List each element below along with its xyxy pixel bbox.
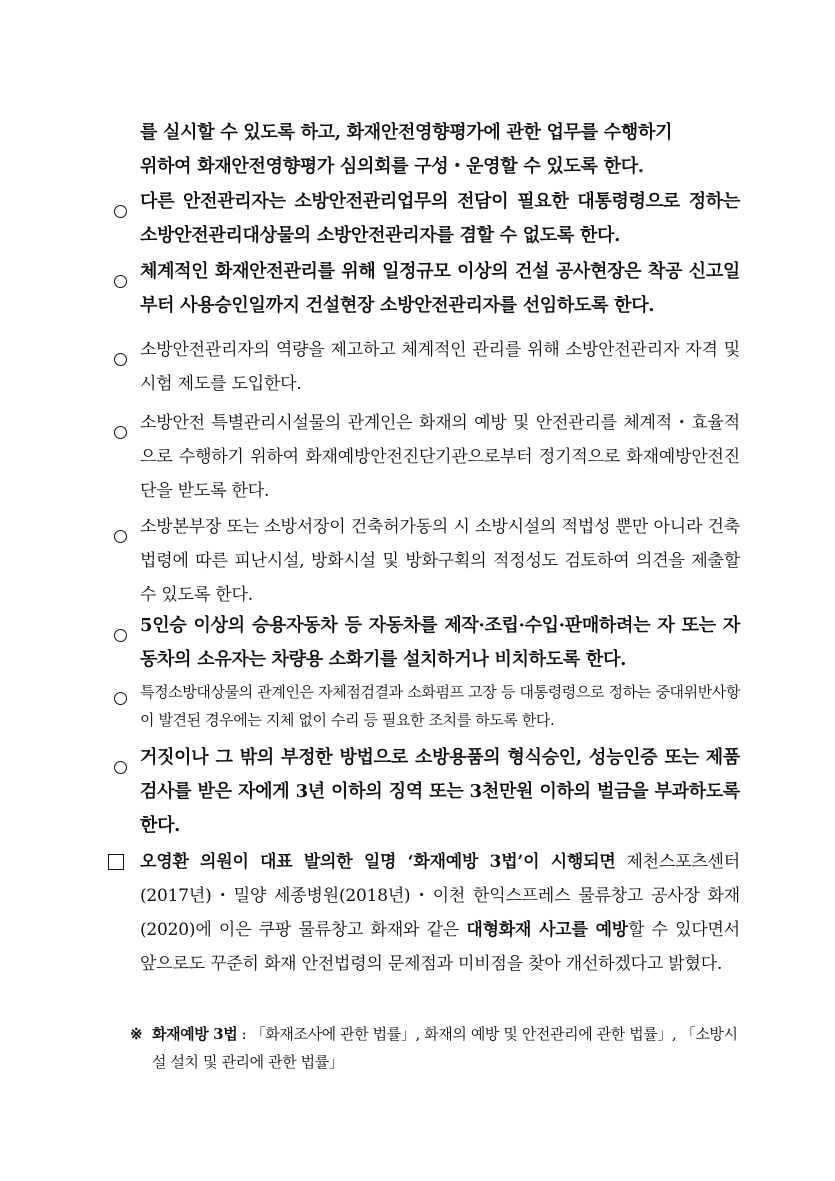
bullet-text: 소방안전관리자의 역량을 제고하고 체계적인 관리를 위해 소방안전관리자 자격 및 시험 제도를 도입한다. [140,340,740,394]
circle-bullet-icon [108,406,138,440]
bullet-item [108,510,740,612]
continuation-line-1: 를 실시할 수 있도록 하고, 화재안전영향평가에 관한 업무를 수행하기 [140,122,673,143]
summary-bold-lead: 오영환 의원이 대표 발의한 일명 ‘화재예방 3법’이 시행되면 [140,852,616,872]
continuation-text [108,116,740,184]
bullet-text: 거짓이나 그 밖의 부정한 방법으로 소방용품의 형식승인, 성능인증 또는 제품검사를 받은 자에게 3년 이하의 징역 또는 3천만원 이하의 벌금을 부과하도록 한다. [140,747,740,836]
bullet-text: 소방본부장 또는 소방서장이 건축허가동의 시 소방시설의 적법성 뿐만 아니라 건축법령에 따른 피난시설, 방화시설 및 방화구획의 적정성도 검토하여 의견을 제출할 수 있도록 한다. [140,517,740,605]
bullet-text: 체계적인 화재안전관리를 위해 일정규모 이상의 건설 공사현장은 착공 신고일부터 사용승인일까지 건설현장 소방안전관리자를 선임하도록 한다. [140,261,740,316]
bullet-text: 소방안전 특별관리시설물의 관계인은 화재의 예방 및 안전관리를 체계적・효율적으로 수행하기 위하여 화재예방안전진단기관으로부터 정기적으로 화재예방안전진단을 받도록 한다. [140,413,740,501]
footnote-text [152,1020,740,1076]
circle-bullet-icon [108,255,138,289]
bullet-item [108,255,740,323]
footnote-label: 화재예방 3법 [152,1025,238,1043]
summary-text-end: 할 수 있다면서 앞으로도 꾸준히 화재 안전법령의 문제점과 미비점을 찾아 개선하겠다고 밝혔다. [140,920,740,974]
summary-text-part: 제천스포츠센터(2017년)・밀양 세종병원(2018년)・이천 한익스프레스 물류창고 공사장 화재(2020)에 이은 쿠팡 물류창고 화재와 같은 [140,852,740,940]
circle-bullet-icon [108,510,138,544]
continuation-line-2: 위하여 화재안전영향평가 심의회를 구성・운영할 수 있도록 한다. [140,156,644,177]
circle-bullet-icon [108,609,138,643]
footnote-body: : 「화재조사에 관한 법률」, 화재의 예방 및 안전관리에 관한 법률」, 「소방시설 설치 및 관리에 관한 법률」 [152,1025,738,1071]
bullet-text: 다른 안전관리자는 소방안전관리업무의 전담이 필요한 대통령령으로 정하는 소방안전관리대상물의 소방안전관리자를 겸할 수 없도록 한다. [140,191,740,246]
circle-bullet-icon [108,741,138,775]
circle-bullet-icon [108,333,138,367]
bullet-item [108,185,740,253]
bullet-item [108,678,740,734]
footnote [130,1020,740,1076]
bullet-item [108,406,740,508]
circle-bullet-icon [108,185,138,219]
summary-bold-highlight: 대형화재 사고를 예방 [466,920,629,940]
bullet-item [108,333,740,401]
circle-bullet-icon [108,678,138,706]
bullet-text: 5인승 이상의 승용자동차 등 자동차를 제작·조립·수입·판매하려는 자 또는 자동차의 소유자는 차량용 소화기를 설치하거나 비치하도록 한다. [140,615,740,670]
summary-paragraph [108,845,740,981]
bullet-text: 특정소방대상물의 관계인은 자체점검결과 소화펌프 고장 등 대통령령으로 정하는 중대위반사항이 발견된 경우에는 지체 없이 수리 등 필요한 조치를 하도록 한다. [140,683,740,729]
summary-text [140,845,740,981]
bullet-item [108,609,740,677]
note-mark: ※ [130,1025,143,1043]
checkbox-square-icon [108,854,124,870]
bullet-item [108,741,740,843]
